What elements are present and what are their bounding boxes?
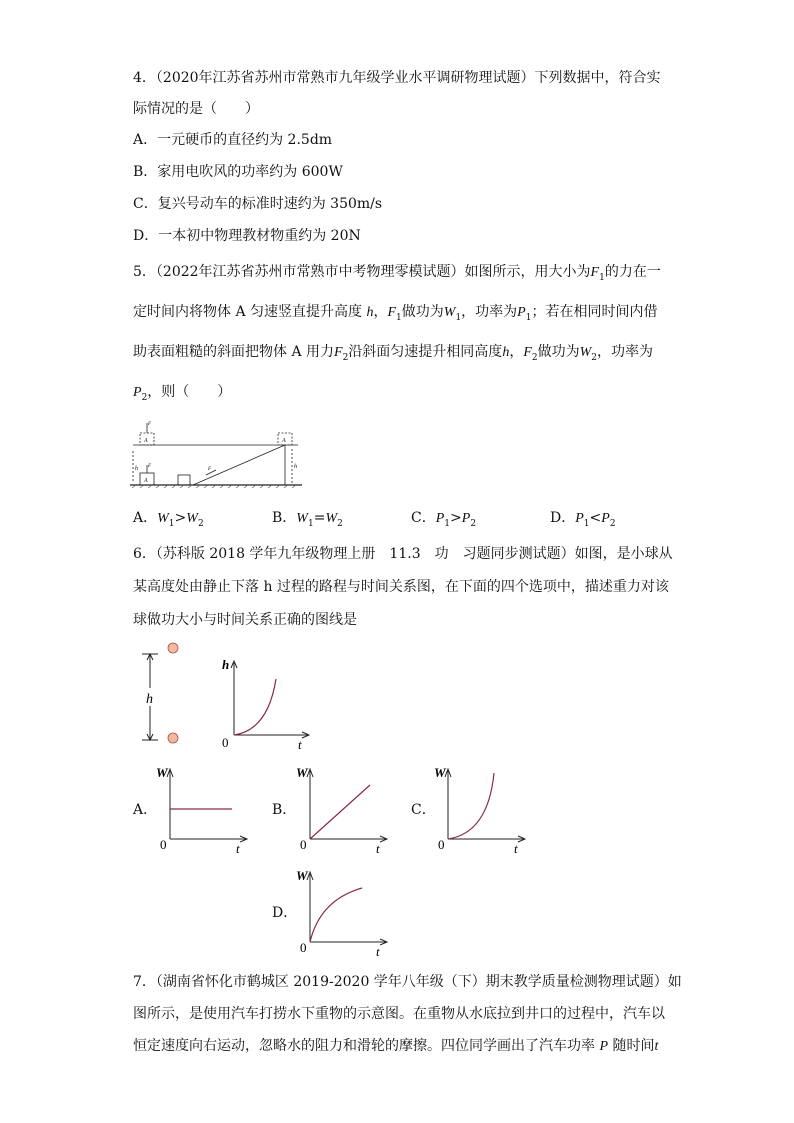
q6-option-d-label: D． <box>272 905 298 921</box>
q7-line3 <box>133 1036 658 1057</box>
q5-f2b-sub: 2 <box>531 352 538 363</box>
q5-line3b: 沿斜面匀速提升相同高度 <box>348 344 503 360</box>
q6-b-label-t: t <box>376 841 380 853</box>
q5-p1: P <box>517 305 526 320</box>
q5-line3 <box>133 342 653 368</box>
q5-h2: h <box>502 345 510 360</box>
q6-c-label-t: t <box>514 841 518 853</box>
q5-label-h-left: h <box>135 466 138 472</box>
q5-option-b <box>272 508 343 534</box>
q4-line1: 4．（2020年江苏省苏州市常熟市九年级学业水平调研物理试题）下列数据中，符合实 <box>133 70 661 86</box>
q6-d-label-t: t <box>376 944 380 956</box>
q5-option-d-sub1: 1 <box>583 518 590 529</box>
q6-d-curve <box>310 888 362 942</box>
q6-b-label-w: W <box>296 765 308 780</box>
q5-option-d-p2: P <box>601 511 610 526</box>
q7-p: P <box>599 1039 609 1054</box>
q6-graph-b <box>290 763 390 853</box>
q4-option-a: A．一元硬币的直径约为 2.5dm <box>133 132 333 148</box>
q5-line2a: 定时间内将物体 A 匀速竖直提升高度 <box>133 304 363 320</box>
q5-label-f1-top: F <box>148 422 152 427</box>
q5-option-d-p1: P <box>575 511 584 526</box>
q5-option-c-label: C． <box>411 510 436 526</box>
q5-label-f2: F <box>208 467 212 472</box>
q5-p1-sub: 1 <box>525 312 532 323</box>
q7-line3b: 随时间 <box>612 1038 655 1054</box>
q5-f1-sub: 1 <box>599 272 605 283</box>
q6-a-label-zero: 0 <box>160 837 167 852</box>
q5-line2d: ；若在相同时间内借 <box>531 304 658 320</box>
q5-w1-sub: 1 <box>455 312 462 323</box>
q5-option-a <box>133 508 204 534</box>
q5-f1b: F <box>387 305 397 320</box>
q5-option-a-sub1: 1 <box>168 518 175 529</box>
q5-block-slope <box>178 475 190 485</box>
q5-option-c-sub2: 2 <box>470 518 477 529</box>
q5-label-f1-bottom: F <box>148 464 152 469</box>
q7-line2: 图所示，是使用汽车打捞水下重物的示意图。在重物从水底拉到井口的过程中，汽车以 <box>133 1006 665 1022</box>
q6-line2: 某高度处由静止下落 h 过程的路程与时间关系图，在下面的四个选项中，描述重力对该 <box>133 579 669 595</box>
q5-p2: P <box>133 385 142 400</box>
q5-option-a-w2: W <box>186 511 198 526</box>
q6-c-label-zero: 0 <box>438 837 445 852</box>
q5-line1b: 的力在一 <box>604 264 661 280</box>
q7-line1: 7．（湖南省怀化市鹤城区 2019-2020 学年八年级（下）期末教学质量检测物理试题）如 <box>133 974 682 990</box>
q5-line3a: 助表面粗糙的斜面把物体 A 用力 <box>133 344 335 360</box>
q5-line2b: 做功为 <box>401 304 444 320</box>
q5-p2-sub: 2 <box>141 392 148 403</box>
q5-w2-sub: 2 <box>591 352 598 363</box>
q6-line3: 球做功大小与时间关系正确的图线是 <box>133 612 357 628</box>
q6-b-label-zero: 0 <box>300 837 307 852</box>
q6-c-curve <box>448 773 494 839</box>
q5-option-d-label: D． <box>550 510 576 526</box>
q5-comma2: ， <box>509 344 524 360</box>
q6-ht-label-t: t <box>298 737 302 750</box>
q5-option-d <box>550 508 616 534</box>
q5-option-c <box>411 508 476 534</box>
q5-f1b-sub: 1 <box>396 312 402 323</box>
q5-option-d-sub2: 2 <box>609 518 616 529</box>
q6-b-line <box>310 785 370 839</box>
q6-ht-graph <box>218 655 313 750</box>
q7-line3a: 恒定速度向右运动，忽略水的阻力和滑轮的摩擦。四位同学画出了汽车功率 <box>133 1038 595 1054</box>
q4-option-c: C．复兴号动车的标准时速约为 350m/s <box>133 196 383 212</box>
q5-option-a-op: > <box>174 510 187 526</box>
q6-option-c-label: C． <box>411 802 436 818</box>
q5-w2: W <box>579 345 592 360</box>
q5-line2c: ，功率为 <box>461 304 518 320</box>
q5-line1-text: 5．（2022年江苏省苏州市常熟市中考物理零模试题）如图所示，用大小为 <box>133 264 591 280</box>
q5-option-d-op: < <box>589 510 602 526</box>
q5-option-c-sub1: 1 <box>444 518 451 529</box>
q5-h1: h <box>366 305 374 320</box>
q6-graph-c <box>428 763 528 853</box>
q5-f2-sub: 2 <box>342 352 349 363</box>
q4-line2: 际情况的是（ ） <box>133 101 259 117</box>
q4-option-d: D．一本初中物理教材物重约为 20N <box>133 228 361 244</box>
q5-line1 <box>133 262 661 288</box>
q6-ball-top <box>168 643 178 653</box>
q6-line1: 6．（苏科版 2018 学年九年级物理上册 11.3 功 习题同步测试题）如图，是小球从 <box>133 546 673 562</box>
q5-incline <box>193 445 285 485</box>
q7-t: t <box>654 1039 659 1054</box>
q5-figure <box>128 415 308 495</box>
q5-option-a-label: A． <box>133 510 158 526</box>
q6-a-label-w: W <box>156 765 168 780</box>
q5-label-a-bottom: A <box>144 478 148 484</box>
q6-graph-a <box>150 763 250 853</box>
q5-label-a-top: A <box>144 438 148 444</box>
q5-option-b-sub2: 2 <box>337 518 343 529</box>
q5-line4 <box>133 382 231 408</box>
q5-option-a-w1: W <box>157 511 169 526</box>
q5-option-c-op: > <box>450 510 462 526</box>
q5-option-b-w2: W <box>325 511 338 526</box>
q5-line2 <box>133 302 657 328</box>
q5-comma1: ， <box>373 304 388 320</box>
q5-option-b-op: = <box>313 510 326 526</box>
q6-a-label-t: t <box>236 841 240 853</box>
q5-line3d: ，功率为 <box>597 344 654 360</box>
q6-option-b-label: B． <box>272 802 297 818</box>
q5-f2b: F <box>523 345 532 360</box>
q5-label-h-right: h <box>294 464 297 470</box>
q5-f1: F <box>590 265 600 280</box>
q6-label-h: h <box>146 692 153 707</box>
q6-graph-d <box>290 866 390 956</box>
q6-d-label-zero: 0 <box>300 940 307 955</box>
q6-c-label-w: W <box>434 765 446 780</box>
q6-ht-curve <box>234 679 276 735</box>
q5-label-a-right: A <box>282 438 286 444</box>
q5-option-b-w1: W <box>296 511 308 526</box>
q6-ball-bottom <box>168 733 178 743</box>
q6-ht-label-h: h <box>222 657 230 672</box>
q5-w1: W <box>443 305 456 320</box>
q5-option-b-sub1: 1 <box>307 518 314 529</box>
q6-ball-figure <box>138 640 186 750</box>
q5-line3c: 做功为 <box>537 344 580 360</box>
q5-option-c-p2: P <box>461 511 471 526</box>
q5-option-b-label: B． <box>272 510 297 526</box>
q5-line4-text: ，则（ ） <box>147 384 232 400</box>
q6-ht-label-zero: 0 <box>222 735 229 750</box>
q6-d-label-w: W <box>296 868 308 883</box>
q5-f2: F <box>334 345 343 360</box>
q4-option-b: B．家用电吹风的功率约为 600W <box>133 164 343 180</box>
q5-option-c-p1: P <box>435 511 445 526</box>
q6-option-a-label: A． <box>133 802 158 818</box>
q5-option-a-sub2: 2 <box>197 518 204 529</box>
